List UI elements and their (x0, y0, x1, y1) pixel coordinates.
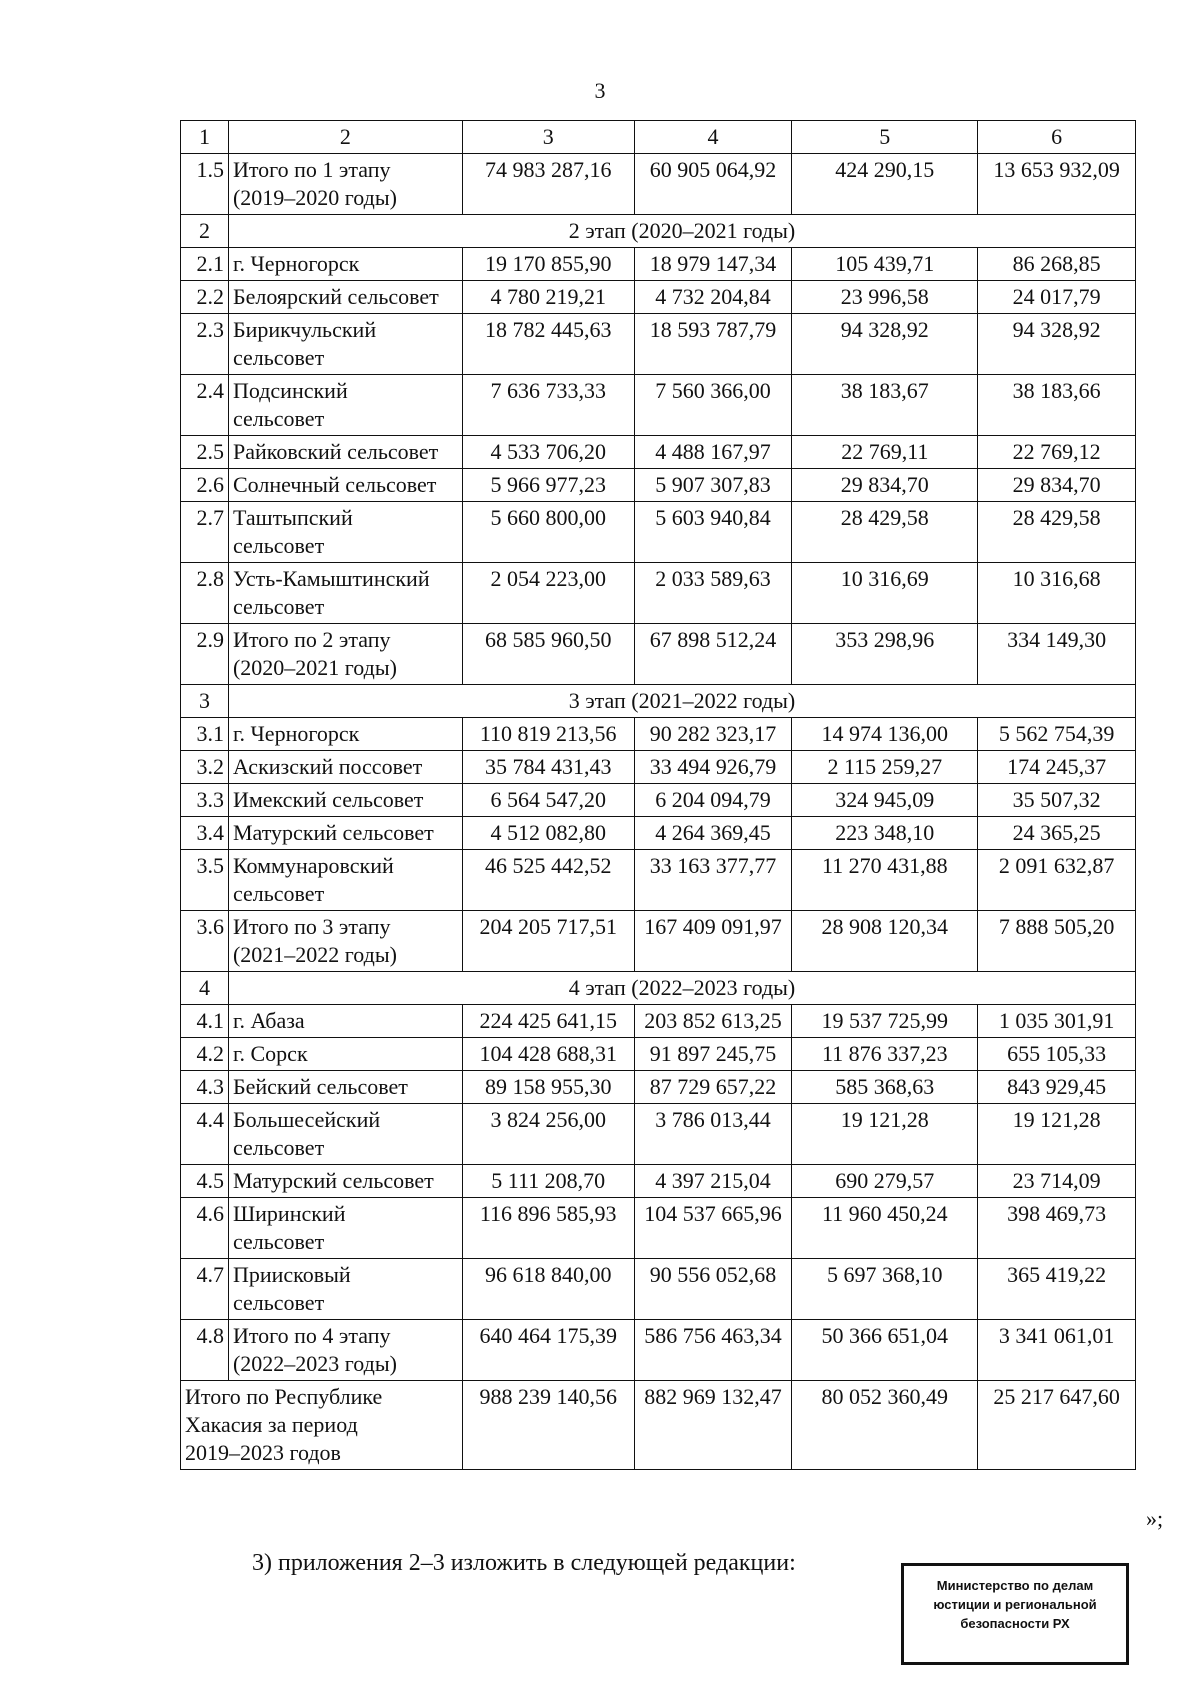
amount-cell: 2 033 589,63 (634, 563, 792, 624)
amount-cell: 3 786 013,44 (634, 1104, 792, 1165)
grand-total-row (181, 1381, 1136, 1470)
amount-cell: 353 298,96 (792, 624, 978, 685)
row-number: 4.6 (181, 1198, 229, 1259)
row-name (228, 624, 462, 685)
amount-cell: 223 348,10 (792, 817, 978, 850)
amount-cell: 29 834,70 (792, 469, 978, 502)
amount-cell: 28 429,58 (978, 502, 1136, 563)
table-row (181, 1259, 1136, 1320)
amount-cell: 10 316,68 (978, 563, 1136, 624)
stage-title: 2 этап (2020–2021 годы) (228, 215, 1135, 248)
stage-row (181, 972, 1136, 1005)
amount-cell: 224 425 641,15 (462, 1005, 634, 1038)
row-number: 1.5 (181, 154, 229, 215)
amount-cell: 843 929,45 (978, 1071, 1136, 1104)
amount-cell: 4 732 204,84 (634, 281, 792, 314)
row-number: 4.5 (181, 1165, 229, 1198)
row-name-line: (2021–2022 годы) (232, 942, 397, 967)
amount-cell: 19 121,28 (978, 1104, 1136, 1165)
row-name-line: Матурский сельсовет (232, 820, 434, 845)
table-row (181, 1198, 1136, 1259)
table-row (181, 850, 1136, 911)
amount-cell: 90 282 323,17 (634, 718, 792, 751)
table-row (181, 314, 1136, 375)
amount-cell: 104 537 665,96 (634, 1198, 792, 1259)
table-row (181, 502, 1136, 563)
row-number: 4.1 (181, 1005, 229, 1038)
row-name (228, 784, 462, 817)
table-row (181, 154, 1136, 215)
table-row (181, 1005, 1136, 1038)
stage-number: 2 (181, 215, 229, 248)
amount-cell: 5 111 208,70 (462, 1165, 634, 1198)
row-name-line: Усть-Камыштинский (232, 566, 430, 591)
amount-cell: 67 898 512,24 (634, 624, 792, 685)
row-name (228, 314, 462, 375)
table-row (181, 624, 1136, 685)
row-name-line: г. Абаза (232, 1008, 305, 1033)
stamp-line: Министерство по делам (936, 1578, 1094, 1593)
amount-cell: 35 784 431,43 (462, 751, 634, 784)
amount-cell: 46 525 442,52 (462, 850, 634, 911)
row-number: 2.4 (181, 375, 229, 436)
row-name-line: Райковский сельсовет (232, 439, 439, 464)
amount-cell: 110 819 213,56 (462, 718, 634, 751)
amount-cell: 5 907 307,83 (634, 469, 792, 502)
amount-cell: 4 397 215,04 (634, 1165, 792, 1198)
row-number: 3.6 (181, 911, 229, 972)
amount-cell: 29 834,70 (978, 469, 1136, 502)
amount-cell: 10 316,69 (792, 563, 978, 624)
amount-cell: 1 035 301,91 (978, 1005, 1136, 1038)
closing-quote-mark: »; (1146, 1506, 1164, 1531)
row-name-line: г. Черногорск (232, 721, 360, 746)
row-name (228, 248, 462, 281)
amount-cell: 105 439,71 (792, 248, 978, 281)
row-name-line: Коммунаровский (232, 853, 394, 878)
amount-cell: 38 183,66 (978, 375, 1136, 436)
table-body (181, 121, 1136, 1470)
amount-cell: 640 464 175,39 (462, 1320, 634, 1381)
row-name-line: сельсовет (232, 533, 325, 558)
row-name (228, 751, 462, 784)
amount-cell: 96 618 840,00 (462, 1259, 634, 1320)
row-name (228, 1198, 462, 1259)
row-name (228, 281, 462, 314)
row-name-line: (2022–2023 годы) (232, 1351, 397, 1376)
amount-cell: 7 636 733,33 (462, 375, 634, 436)
amount-cell: 28 908 120,34 (792, 911, 978, 972)
row-name-line: Хакасия за период (185, 1412, 358, 1437)
amount-cell: 18 593 787,79 (634, 314, 792, 375)
row-name-line: г. Черногорск (232, 251, 360, 276)
row-number: 2.6 (181, 469, 229, 502)
amount-cell: 23 714,09 (978, 1165, 1136, 1198)
row-name-line: Таштыпский (232, 505, 353, 530)
table-row (181, 718, 1136, 751)
table-row (181, 784, 1136, 817)
row-name (228, 850, 462, 911)
table-row (181, 375, 1136, 436)
row-name-line: Бейский сельсовет (232, 1074, 408, 1099)
row-number: 3.1 (181, 718, 229, 751)
row-name (228, 1005, 462, 1038)
row-name-line: (2019–2020 годы) (232, 185, 397, 210)
row-number: 3.3 (181, 784, 229, 817)
amount-cell: 2 054 223,00 (462, 563, 634, 624)
row-number: 4.8 (181, 1320, 229, 1381)
table-row (181, 1071, 1136, 1104)
row-number: 2.3 (181, 314, 229, 375)
amount-cell: 38 183,67 (792, 375, 978, 436)
row-name (228, 1038, 462, 1071)
header-cell: 3 (462, 121, 634, 154)
amount-cell: 94 328,92 (978, 314, 1136, 375)
amount-cell: 87 729 657,22 (634, 1071, 792, 1104)
row-number: 3.4 (181, 817, 229, 850)
row-name-line: Большесейский (232, 1107, 381, 1132)
amount-cell: 2 115 259,27 (792, 751, 978, 784)
amount-cell: 7 560 366,00 (634, 375, 792, 436)
amount-cell: 50 366 651,04 (792, 1320, 978, 1381)
amount-cell: 90 556 052,68 (634, 1259, 792, 1320)
amount-cell: 13 653 932,09 (978, 154, 1136, 215)
amount-cell: 4 264 369,45 (634, 817, 792, 850)
row-name (228, 469, 462, 502)
header-cell: 1 (181, 121, 229, 154)
amount-cell: 28 429,58 (792, 502, 978, 563)
amount-cell: 104 428 688,31 (462, 1038, 634, 1071)
row-name-line: сельсовет (232, 406, 325, 431)
row-name (228, 436, 462, 469)
stage-row (181, 685, 1136, 718)
amount-cell: 5 966 977,23 (462, 469, 634, 502)
amount-cell: 424 290,15 (792, 154, 978, 215)
amount-cell: 334 149,30 (978, 624, 1136, 685)
amount-cell: 94 328,92 (792, 314, 978, 375)
row-name-line: Матурский сельсовет (232, 1168, 434, 1193)
row-name (228, 817, 462, 850)
amount-cell: 35 507,32 (978, 784, 1136, 817)
amount-cell: 5 660 800,00 (462, 502, 634, 563)
amount-cell: 23 996,58 (792, 281, 978, 314)
amount-cell: 203 852 613,25 (634, 1005, 792, 1038)
amount-cell: 80 052 360,49 (792, 1381, 978, 1470)
table-row (181, 1320, 1136, 1381)
row-name-line: сельсовет (232, 1135, 325, 1160)
row-name-line: сельсовет (232, 1229, 325, 1254)
amount-cell: 14 974 136,00 (792, 718, 978, 751)
table-row (181, 248, 1136, 281)
amount-cell: 19 121,28 (792, 1104, 978, 1165)
amount-cell: 7 888 505,20 (978, 911, 1136, 972)
row-name-line: Подсинский (232, 378, 348, 403)
row-name (181, 1381, 463, 1470)
row-name (228, 1320, 462, 1381)
table-header-row (181, 121, 1136, 154)
row-name (228, 1165, 462, 1198)
stage-row (181, 215, 1136, 248)
row-name-line: Приисковый (232, 1262, 351, 1287)
amount-cell: 22 769,11 (792, 436, 978, 469)
amount-cell: 19 170 855,90 (462, 248, 634, 281)
row-number: 4.7 (181, 1259, 229, 1320)
row-number: 2.2 (181, 281, 229, 314)
row-name (228, 563, 462, 624)
row-name-line: (2020–2021 годы) (232, 655, 397, 680)
amount-cell: 18 782 445,63 (462, 314, 634, 375)
amount-cell: 89 158 955,30 (462, 1071, 634, 1104)
amount-cell: 116 896 585,93 (462, 1198, 634, 1259)
row-number: 3.5 (181, 850, 229, 911)
amount-cell: 33 494 926,79 (634, 751, 792, 784)
table-row (181, 469, 1136, 502)
amount-cell: 324 945,09 (792, 784, 978, 817)
row-number: 4.3 (181, 1071, 229, 1104)
stage-title: 4 этап (2022–2023 годы) (228, 972, 1135, 1005)
amount-cell: 86 268,85 (978, 248, 1136, 281)
header-cell: 4 (634, 121, 792, 154)
table-row (181, 911, 1136, 972)
row-name-line: Итого по 3 этапу (232, 914, 391, 939)
row-name (228, 911, 462, 972)
instruction-text: 3) приложения 2–3 изложить в следующей редакции: (252, 1550, 796, 1576)
amount-cell: 24 017,79 (978, 281, 1136, 314)
amount-cell: 11 876 337,23 (792, 1038, 978, 1071)
amount-cell: 4 780 219,21 (462, 281, 634, 314)
amount-cell: 690 279,57 (792, 1165, 978, 1198)
amount-cell: 68 585 960,50 (462, 624, 634, 685)
row-name (228, 718, 462, 751)
row-name (228, 1071, 462, 1104)
amount-cell: 204 205 717,51 (462, 911, 634, 972)
row-number: 4.4 (181, 1104, 229, 1165)
header-cell: 2 (228, 121, 462, 154)
row-name-line: Итого по Республике (185, 1384, 383, 1409)
row-name (228, 154, 462, 215)
amount-cell: 4 488 167,97 (634, 436, 792, 469)
table-row (181, 751, 1136, 784)
amount-cell: 3 341 061,01 (978, 1320, 1136, 1381)
row-name-line: Солнечный сельсовет (232, 472, 437, 497)
amount-cell: 5 697 368,10 (792, 1259, 978, 1320)
header-cell: 5 (792, 121, 978, 154)
row-name-line: Белоярский сельсовет (232, 284, 439, 309)
amount-cell: 365 419,22 (978, 1259, 1136, 1320)
amount-cell: 4 533 706,20 (462, 436, 634, 469)
stamp-line: юстиции и региональной (933, 1597, 1097, 1612)
amount-cell: 655 105,33 (978, 1038, 1136, 1071)
amount-cell: 91 897 245,75 (634, 1038, 792, 1071)
row-name-line: г. Сорск (232, 1041, 308, 1066)
row-name-line: сельсовет (232, 1290, 325, 1315)
row-name-line: сельсовет (232, 881, 325, 906)
amount-cell: 882 969 132,47 (634, 1381, 792, 1470)
amount-cell: 6 204 094,79 (634, 784, 792, 817)
row-name (228, 1104, 462, 1165)
row-name-line: Аскизский поссовет (232, 754, 423, 779)
row-number: 2.8 (181, 563, 229, 624)
amount-cell: 60 905 064,92 (634, 154, 792, 215)
row-number: 2.9 (181, 624, 229, 685)
stamp-line: безопасности РХ (960, 1616, 1070, 1631)
amount-cell: 18 979 147,34 (634, 248, 792, 281)
stage-title: 3 этап (2021–2022 годы) (228, 685, 1135, 718)
amount-cell: 3 824 256,00 (462, 1104, 634, 1165)
row-number: 2.7 (181, 502, 229, 563)
amount-cell: 167 409 091,97 (634, 911, 792, 972)
row-name-line: сельсовет (232, 594, 325, 619)
page-number: 3 (594, 78, 606, 103)
row-name-line: Итого по 1 этапу (232, 157, 391, 182)
table-row (181, 436, 1136, 469)
ministry-stamp (901, 1563, 1129, 1665)
table-row (181, 1038, 1136, 1071)
row-number: 3.2 (181, 751, 229, 784)
amount-cell: 5 562 754,39 (978, 718, 1136, 751)
amount-cell: 22 769,12 (978, 436, 1136, 469)
row-name-line: Бирикчульский (232, 317, 377, 342)
amount-cell: 11 960 450,24 (792, 1198, 978, 1259)
row-name-line: Имекский сельсовет (232, 787, 424, 812)
row-name (228, 1259, 462, 1320)
row-name-line: Итого по 2 этапу (232, 627, 391, 652)
table-row (181, 563, 1136, 624)
row-name-line: 2019–2023 годов (185, 1440, 341, 1465)
amount-cell: 24 365,25 (978, 817, 1136, 850)
amount-cell: 5 603 940,84 (634, 502, 792, 563)
table-row (181, 1104, 1136, 1165)
row-number: 2.5 (181, 436, 229, 469)
row-number: 2.1 (181, 248, 229, 281)
amount-cell: 2 091 632,87 (978, 850, 1136, 911)
row-number: 4.2 (181, 1038, 229, 1071)
amount-cell: 11 270 431,88 (792, 850, 978, 911)
budget-table (180, 120, 1136, 1470)
table-row (181, 281, 1136, 314)
row-name (228, 375, 462, 436)
amount-cell: 586 756 463,34 (634, 1320, 792, 1381)
row-name-line: сельсовет (232, 345, 325, 370)
row-name (228, 502, 462, 563)
amount-cell: 25 217 647,60 (978, 1381, 1136, 1470)
amount-cell: 174 245,37 (978, 751, 1136, 784)
row-name-line: Ширинский (232, 1201, 346, 1226)
amount-cell: 988 239 140,56 (462, 1381, 634, 1470)
table-row (181, 817, 1136, 850)
header-cell: 6 (978, 121, 1136, 154)
stage-number: 4 (181, 972, 229, 1005)
amount-cell: 19 537 725,99 (792, 1005, 978, 1038)
amount-cell: 4 512 082,80 (462, 817, 634, 850)
amount-cell: 585 368,63 (792, 1071, 978, 1104)
amount-cell: 6 564 547,20 (462, 784, 634, 817)
amount-cell: 33 163 377,77 (634, 850, 792, 911)
amount-cell: 398 469,73 (978, 1198, 1136, 1259)
row-name-line: Итого по 4 этапу (232, 1323, 391, 1348)
stage-number: 3 (181, 685, 229, 718)
amount-cell: 74 983 287,16 (462, 154, 634, 215)
table-row (181, 1165, 1136, 1198)
